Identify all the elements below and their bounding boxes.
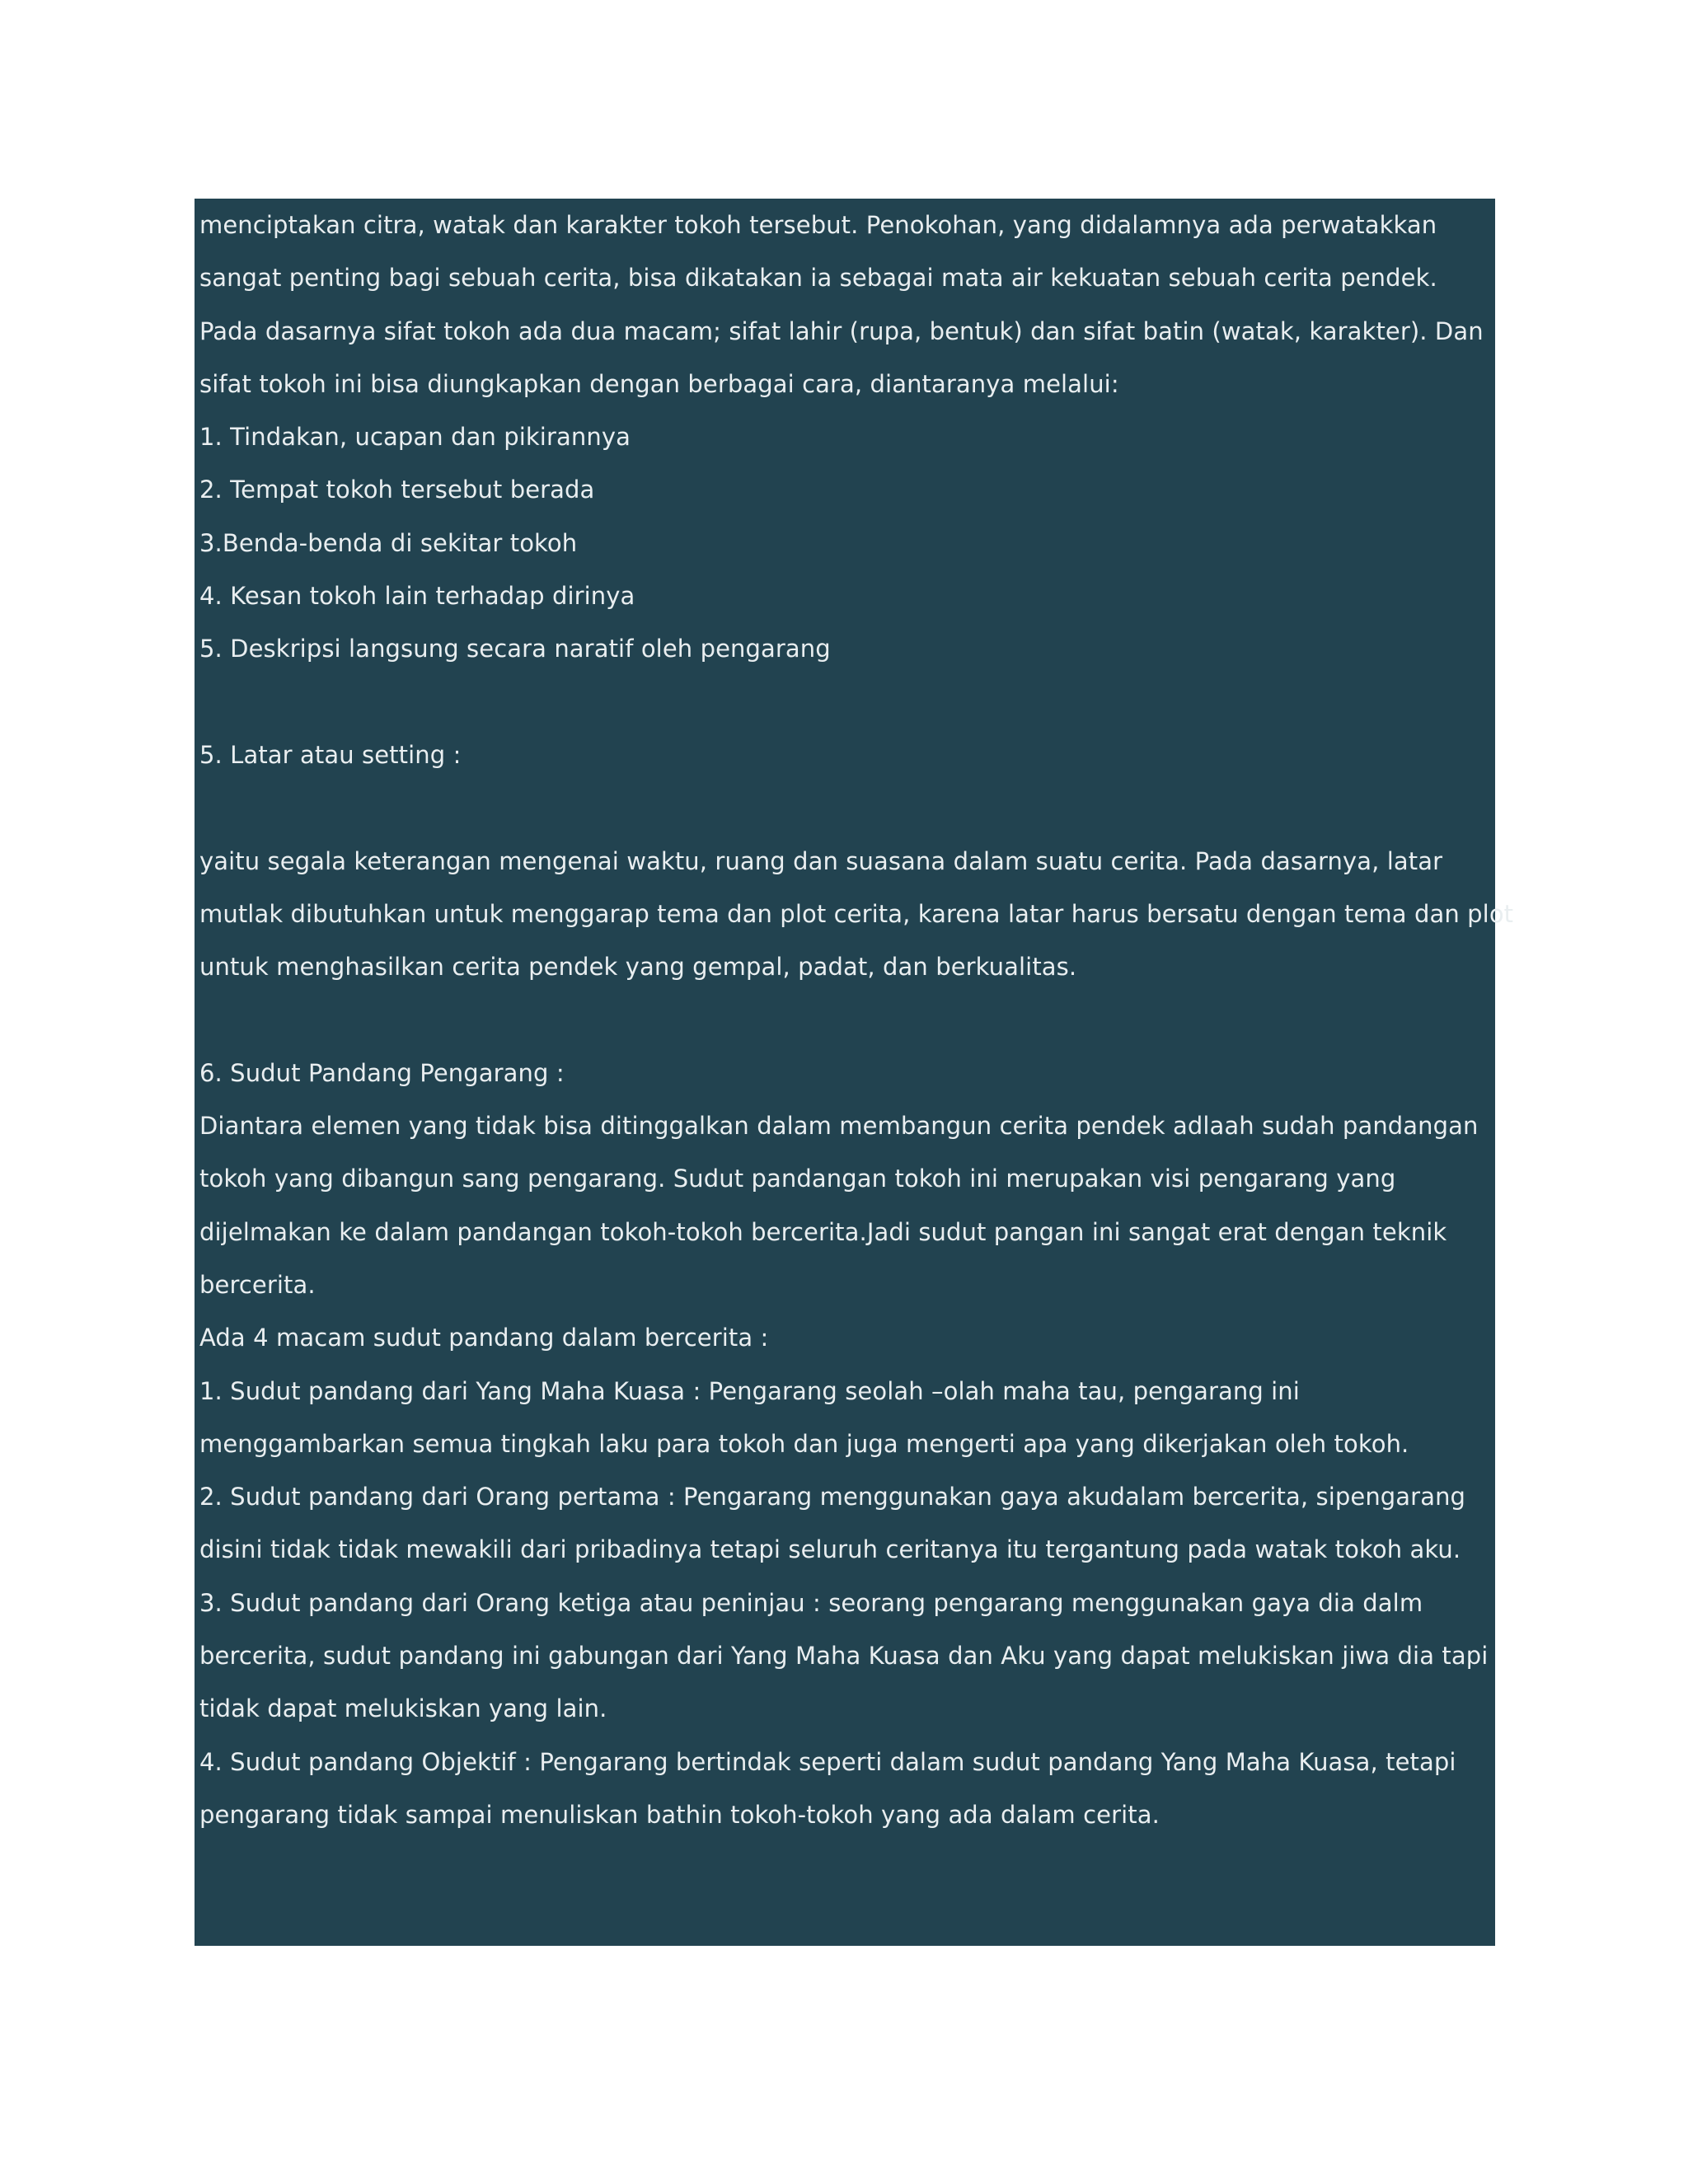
list-item: 2. Tempat tokoh tersebut berada xyxy=(199,476,595,504)
text-line: bercerita, sudut pandang ini gabungan dari Yang Maha Kuasa dan Aku yang dapat melukiskan jiwa dia tapi xyxy=(199,1642,1489,1671)
text-line: bercerita. xyxy=(199,1270,316,1299)
list-item: 1. Sudut pandang dari Yang Maha Kuasa : Pengarang seolah –olah maha tau, pengarang ini xyxy=(199,1376,1300,1405)
list-item: 4. Kesan tokoh lain terhadap dirinya xyxy=(199,582,635,611)
text-line: pengarang tidak sampai menuliskan bathin tokoh-tokoh yang ada dalam cerita. xyxy=(199,1800,1160,1829)
list-item: 2. Sudut pandang dari Orang pertama : Pengarang menggunakan gaya akudalam bercerita, sipengarang xyxy=(199,1483,1466,1511)
list-item: 4. Sudut pandang Objektif : Pengarang bertindak seperti dalam sudut pandang Yang Maha Kuasa, tetapi xyxy=(199,1747,1456,1776)
text-line: tidak dapat melukiskan yang lain. xyxy=(199,1694,607,1723)
list-item: 5. Deskripsi langsung secara naratif oleh pengarang xyxy=(199,635,831,663)
text-line: dijelmakan ke dalam pandangan tokoh-tokoh bercerita.Jadi sudut pangan ini sangat erat dengan teknik xyxy=(199,1217,1447,1246)
text-line: Ada 4 macam sudut pandang dalam bercerita : xyxy=(199,1324,769,1352)
text-line: mutlak dibutuhkan untuk menggarap tema dan plot cerita, karena latar harus bersatu dengan tema dan plot xyxy=(199,899,1514,928)
blank-line xyxy=(199,993,1495,1046)
list-item: 3. Sudut pandang dari Orang ketiga atau peninjau : seorang pengarang menggunakan gaya dia dalm xyxy=(199,1588,1423,1617)
blank-line xyxy=(199,781,1495,834)
text-line: sifat tokoh ini bisa diungkapkan dengan berbagai cara, diantaranya melalui: xyxy=(199,369,1119,398)
text-line: Diantara elemen yang tidak bisa ditinggalkan dalam membangun cerita pendek adlaah sudah pandangan xyxy=(199,1112,1479,1141)
text-line: menciptakan citra, watak dan karakter tokoh tersebut. Penokohan, yang didalamnya ada perwatakkan xyxy=(199,211,1437,239)
text-block xyxy=(195,199,1514,1946)
text-line: Pada dasarnya sifat tokoh ada dua macam; sifat lahir (rupa, bentuk) dan sifat batin (watak, karakter). Dan xyxy=(199,316,1484,345)
list-item: 1. Tindakan, ucapan dan pikirannya xyxy=(199,423,631,452)
section-heading: 5. Latar atau setting : xyxy=(199,740,462,769)
list-item: 3.Benda-benda di sekitar tokoh xyxy=(199,528,578,557)
section-heading: 6. Sudut Pandang Pengarang : xyxy=(199,1058,565,1087)
text-line: tokoh yang dibangun sang pengarang. Sudut pandangan tokoh ini merupakan visi pengarang yang xyxy=(199,1165,1396,1193)
text-line: menggambarkan semua tingkah laku para tokoh dan juga mengerti apa yang dikerjakan oleh tokoh. xyxy=(199,1429,1409,1458)
blank-line xyxy=(199,676,1495,729)
text-line: disini tidak tidak mewakili dari pribadinya tetapi seluruh ceritanya itu tergantung pada watak tokoh aku. xyxy=(199,1535,1461,1564)
text-line: sangat penting bagi sebuah cerita, bisa dikatakan ia sebagai mata air kekuatan sebuah cerita pendek. xyxy=(199,264,1437,293)
text-line: untuk menghasilkan cerita pendek yang gempal, padat, dan berkualitas. xyxy=(199,953,1077,982)
text-line: yaitu segala keterangan mengenai waktu, ruang dan suasana dalam suatu cerita. Pada dasarnya, latar xyxy=(199,846,1443,875)
